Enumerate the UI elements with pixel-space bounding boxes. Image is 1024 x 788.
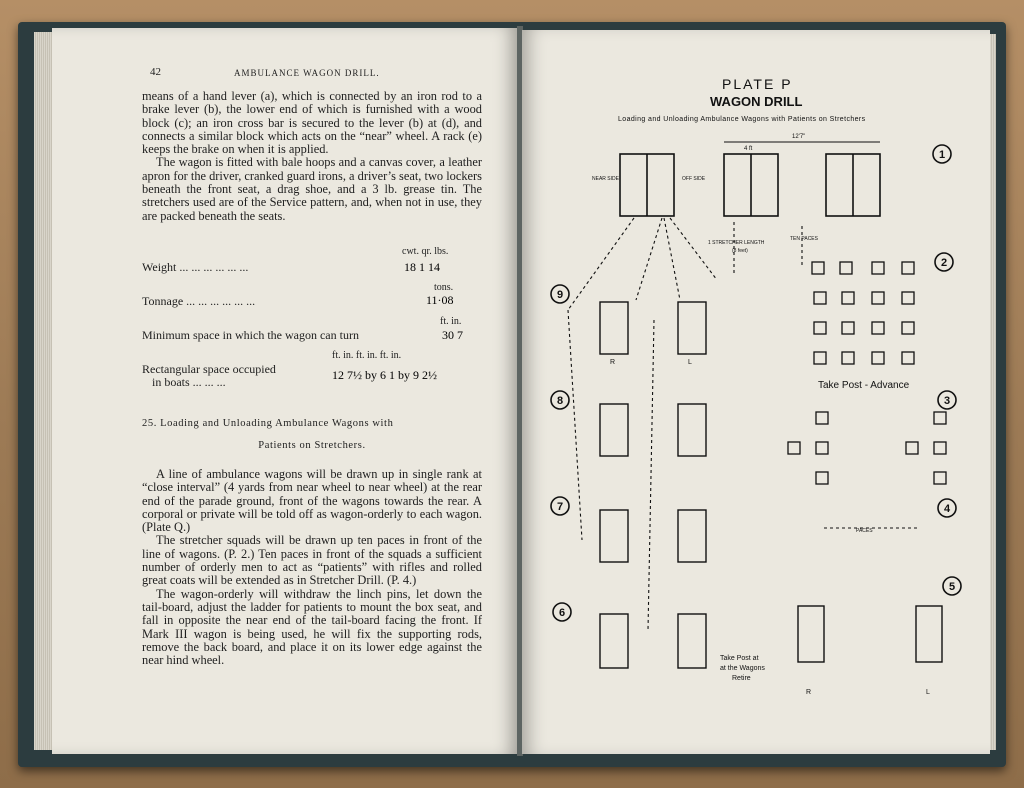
take-post-retire-2: at the Wagons	[720, 665, 765, 672]
take-post-advance-label: Take Post - Advance	[818, 380, 910, 391]
mark-R-1: R	[610, 359, 616, 366]
plate-label: PLATE P	[722, 76, 793, 92]
paragraph-5-text: The wagon-orderly will withdraw the linch pins, let down the tail-board, adjust the ladder for patients to mount the box seat, and fall in opposite the near end of the tail-board facing the front. If Mark III wagon is being used, he will fix the supporting rods, remove the back board, and place it on its lower edge against the near hind wheel.	[142, 586, 482, 668]
plate-title: WAGON DRILL	[710, 94, 803, 109]
near-side-label: NEAR SIDE	[592, 176, 619, 182]
boats-label-2: in boats ... ... ...	[152, 375, 226, 389]
paragraph-block-2	[142, 468, 482, 667]
step-2: 2	[940, 257, 948, 269]
dim-mid-label: 4 ft	[744, 146, 753, 152]
take-post-retire-3: Retire	[732, 675, 751, 682]
boats-values: 12 7½ by 6 1 by 9 2½	[332, 368, 437, 382]
paragraph-1	[142, 90, 482, 223]
right-page	[522, 30, 990, 754]
wagon-drill-diagram	[522, 30, 990, 754]
section-title-line-2: Patients on Stretchers.	[258, 440, 366, 451]
tonnage-label: Tonnage ... ... ... ... ... ...	[142, 294, 256, 308]
plate-subtitle: Loading and Unloading Ambulance Wagons with Patients on Stretchers	[618, 116, 866, 123]
weight-values: 18 1 14	[404, 260, 440, 274]
left-page	[52, 28, 518, 754]
weight-label: Weight ... ... ... ... ... ...	[142, 260, 249, 274]
step-1: 1	[938, 149, 946, 161]
step-6: 6	[558, 607, 566, 619]
take-post-retire-1: Take Post at	[720, 655, 759, 662]
dim-top-label: 12'7"	[792, 134, 806, 140]
page-number: 42	[150, 66, 161, 78]
step-8: 8	[556, 395, 564, 407]
page-edges-left	[34, 32, 54, 750]
step-5: 5	[948, 581, 956, 593]
ten-paces-label: TEN PACES	[790, 236, 818, 242]
step-4: 4	[943, 503, 951, 515]
turn-values: 30 7	[442, 328, 463, 342]
mark-L-2: L	[926, 689, 930, 696]
paragraph-1-text: means of a hand lever (a), which is connected by an iron rod to a brake lever (b), the lower end of which is furnished with a wood block (c); an iron cross bar is secured to the lever (b) at (d), and connects a similar block which acts on the “near” wheel. A rack (e) keeps the brake on when it is applied.	[142, 89, 482, 157]
mark-R-2: R	[806, 689, 812, 696]
step-3: 3	[943, 395, 951, 407]
boats-units: ft. in. ft. in. ft. in.	[332, 350, 402, 361]
mark-L-1: L	[688, 359, 692, 366]
paragraph-3-text: A line of ambulance wagons will be drawn up in single rank at “close interval” (4 yards from near wheel to near wheel) at the rear end of the parade ground, front of the wagons towards the rear. A corporal or private will be told off as wagon-orderly to each wagon. (Plate Q.)	[142, 467, 482, 535]
weight-units: cwt. qr. lbs.	[402, 246, 449, 257]
paragraph-2-text: The wagon is fitted with bale hoops and a canvas cover, a leather apron for the driver, cranked guard irons, a driver’s seat, two lockers beneath the front seat, a drag shoe, and a 3 lb. grease tin. The stretchers used are of the Service pattern, and, when not in use, they are packed beneath the seats.	[142, 155, 482, 223]
turn-units: ft. in.	[440, 316, 462, 327]
off-side-label: OFF SIDE	[682, 176, 706, 182]
turn-label: Minimum space in which the wagon can turn	[142, 328, 359, 342]
paces-label: PACES	[856, 528, 873, 534]
paragraph-4-text: The stretcher squads will be drawn up ten paces in front of the line of wagons. (P. 2.) Ten paces in front of the squads a sufficient number of orderly men to act as “patients” with rifles and rolled great coats will be extended as in Stretcher Drill. (P. 4.)	[142, 533, 482, 588]
section-title-line-1: 25. Loading and Unloading Ambulance Wagons with	[142, 418, 394, 429]
stretcher-feet-label: (8 feet)	[732, 248, 748, 254]
running-head: AMBULANCE WAGON DRILL.	[234, 68, 380, 78]
step-9: 9	[556, 289, 564, 301]
stretcher-length-label: 1 STRETCHER LENGTH	[708, 240, 765, 246]
step-7: 7	[556, 501, 564, 513]
tonnage-units: tons.	[434, 282, 454, 293]
tonnage-value: 11·08	[426, 293, 454, 307]
boats-label-1: Rectangular space occupied	[142, 362, 276, 376]
